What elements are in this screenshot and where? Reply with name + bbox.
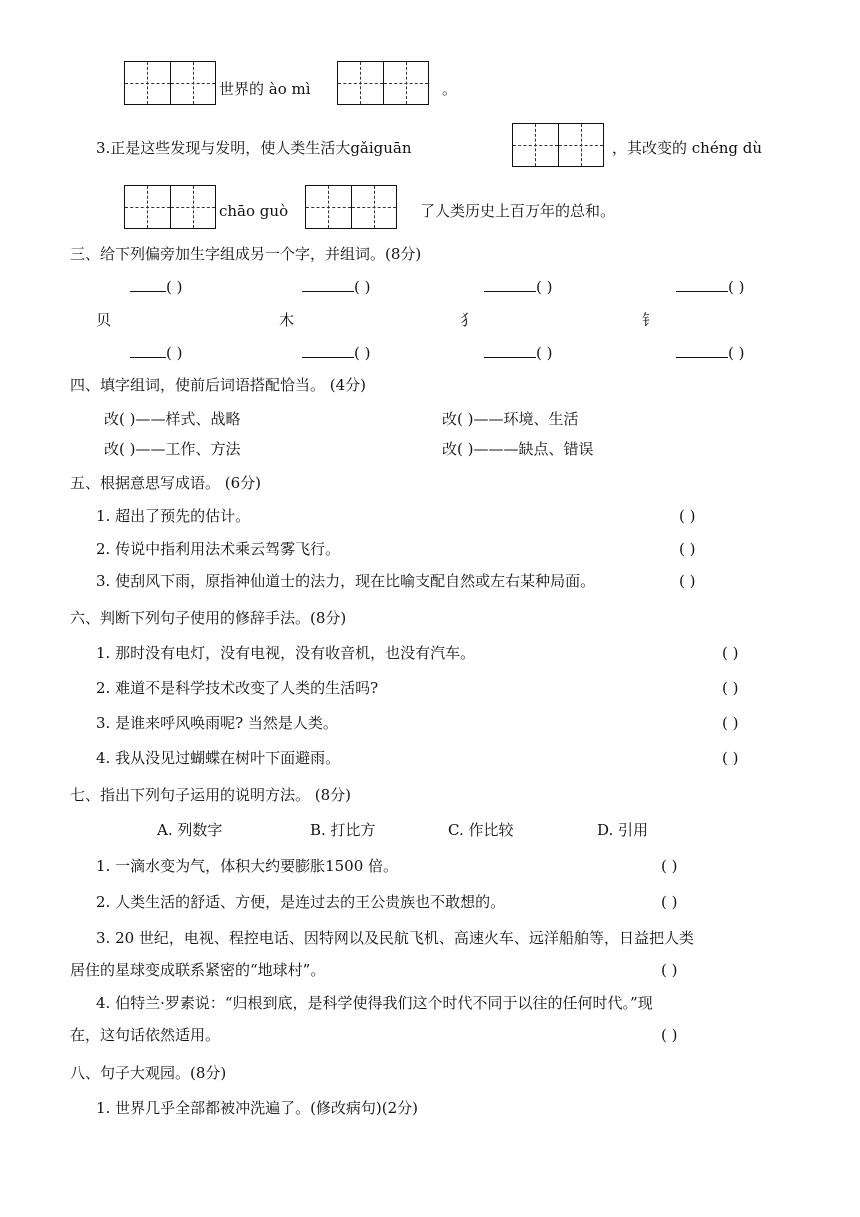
answer-paren[interactable]: ( ) — [679, 507, 696, 525]
answer-paren[interactable]: ( ) — [679, 540, 696, 558]
writing-box-4[interactable] — [124, 185, 216, 229]
blank-group[interactable]: ( ) — [484, 277, 552, 296]
q3-text-a: 3.正是这些发现与发明，使人类生活大gǎiguān — [96, 139, 412, 157]
answer-paren[interactable]: ( ) — [722, 714, 739, 732]
fill-item[interactable]: 改( )——工作、方法 — [104, 440, 241, 458]
writing-cell — [338, 62, 383, 104]
writing-box-2[interactable] — [337, 61, 429, 105]
writing-cell — [306, 186, 351, 228]
question-text: 1. 那时没有电灯，没有电视，没有收音机，也没有汽车。 — [96, 644, 476, 662]
blank-group[interactable]: ( ) — [676, 277, 744, 296]
answer-paren[interactable]: ( ) — [722, 749, 739, 767]
section-4-heading: 四、填字组词，使前后词语搭配恰当。 (4分) — [70, 376, 367, 394]
writing-cell — [351, 186, 397, 228]
radical: 木 — [279, 311, 295, 329]
answer-paren[interactable]: ( ) — [661, 857, 678, 875]
option-d: D. 引用 — [597, 821, 649, 839]
writing-cell — [170, 186, 216, 228]
blank-group[interactable]: ( ) — [302, 343, 370, 362]
question-text: 3. 20 世纪，电视、程控电话、因特网以及民航飞机、高速火车、远洋船舶等，日益把人类 — [96, 929, 694, 947]
radical: 贝 — [96, 311, 112, 329]
question-text: 3. 使刮风下雨，原指神仙道士的法力，现在比喻支配自然或左右某种局面。 — [96, 572, 596, 590]
answer-paren[interactable]: ( ) — [661, 893, 678, 911]
q3-text-b: ，其改变的 chéng dù — [612, 139, 763, 157]
writing-box-5[interactable] — [305, 185, 397, 229]
answer-paren[interactable]: ( ) — [679, 572, 696, 590]
question-text: 1. 世界几乎全部都被冲洗遍了。(修改病句)(2分) — [96, 1099, 419, 1117]
blank-group[interactable]: ( ) — [302, 277, 370, 296]
question-text: 1. 一滴水变为气，体积大约要膨胀1500 倍。 — [96, 857, 399, 875]
q3-text-c: chāo guò — [219, 202, 289, 220]
answer-paren[interactable]: ( ) — [722, 679, 739, 697]
writing-box-3[interactable] — [512, 123, 604, 167]
fill-item[interactable]: 改( )——环境、生活 — [442, 410, 579, 428]
fill-item[interactable]: 改( )——样式、战略 — [104, 410, 241, 428]
answer-paren[interactable]: ( ) — [661, 961, 678, 979]
section-8-heading: 八、句子大观园。(8分) — [70, 1064, 227, 1082]
question-text-cont: 在，这句话依然适用。 — [70, 1026, 221, 1044]
radical: 钅 — [642, 311, 658, 329]
fill-item[interactable]: 改( )———缺点、错误 — [442, 440, 594, 458]
question-text-cont: 居住的星球变成联系紧密的“地球村”。 — [70, 961, 326, 979]
question-text: 3. 是谁来呼风唤雨呢? 当然是人类。 — [96, 714, 338, 732]
radical: 犭 — [460, 311, 476, 329]
question-text: 4. 我从没见过蝴蝶在树叶下面避雨。 — [96, 749, 341, 767]
q3-text-d: 了人类历史上百万年的总和。 — [420, 202, 616, 220]
question-text: 4. 伯特兰·罗素说：“归根到底，是科学使得我们这个时代不同于以往的任何时代。”现 — [96, 994, 653, 1012]
section-6-heading: 六、判断下列句子使用的修辞手法。(8分) — [70, 609, 347, 627]
writing-box-1[interactable] — [124, 61, 216, 105]
writing-cell — [513, 124, 558, 166]
question-text: 2. 传说中指利用法术乘云驾雾飞行。 — [96, 540, 341, 558]
writing-cell — [125, 186, 170, 228]
answer-paren[interactable]: ( ) — [661, 1026, 678, 1044]
section-3-heading: 三、给下列偏旁加生字组成另一个字，并组词。(8分) — [70, 245, 422, 263]
section-7-heading: 七、指出下列句子运用的说明方法。 (8分) — [70, 786, 352, 804]
q2-pinyin-text: 世界的 ào mì — [219, 80, 311, 98]
option-b: B. 打比方 — [310, 821, 376, 839]
option-c: C. 作比较 — [448, 821, 514, 839]
blank-group[interactable]: ( ) — [484, 343, 552, 362]
question-text: 2. 难道不是科学技术改变了人类的生活吗? — [96, 679, 379, 697]
writing-cell — [125, 62, 170, 104]
q2-end-punct: 。 — [442, 80, 458, 98]
option-a: A. 列数字 — [157, 821, 223, 839]
writing-cell — [558, 124, 604, 166]
answer-paren[interactable]: ( ) — [722, 644, 739, 662]
question-text: 2. 人类生活的舒适、方便，是连过去的王公贵族也不敢想的。 — [96, 893, 506, 911]
blank-group[interactable]: ( ) — [676, 343, 744, 362]
section-5-heading: 五、根据意思写成语。 (6分) — [70, 474, 262, 492]
question-text: 1. 超出了预先的估计。 — [96, 507, 251, 525]
blank-group[interactable]: ( ) — [130, 277, 182, 296]
writing-cell — [383, 62, 429, 104]
writing-cell — [170, 62, 216, 104]
blank-group[interactable]: ( ) — [130, 343, 182, 362]
